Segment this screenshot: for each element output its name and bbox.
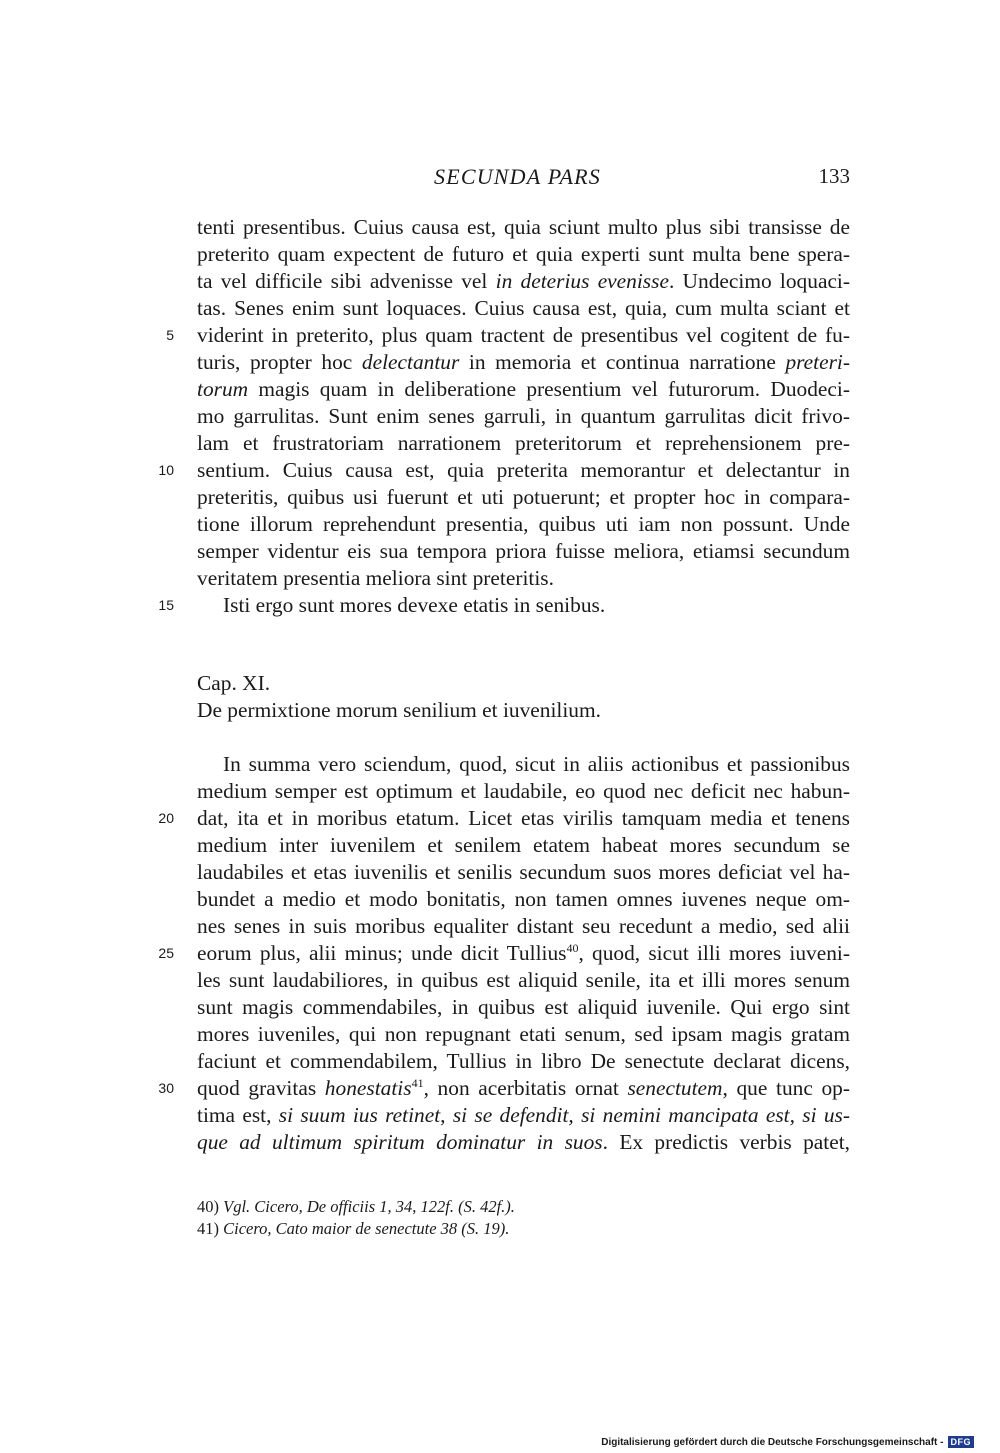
text-line: viderint in preterito, plus quam tractent de presentibus vel cogitent de fu- — [197, 323, 850, 347]
text-line: bundet a medio et modo bonitatis, non tamen omnes iuvenes neque om- — [197, 887, 850, 911]
text-line: tima est, si suum ius retinet, si se defendit, si nemini mancipata est, si us- — [197, 1103, 850, 1127]
credit-text: Digitalisierung gefördert durch die Deutsche Forschungsgemeinschaft - — [601, 1436, 944, 1448]
digitization-credit — [601, 1434, 974, 1450]
text-line: ta vel difficile sibi advenisse vel in deterius evenisse. Undecimo loquaci- — [197, 269, 850, 293]
text-line: preteritis, quibus usi fuerunt et uti potuerunt; et propter hoc in compara- — [197, 485, 850, 509]
chapter-number: Cap. XI. — [197, 671, 271, 695]
line-number: 15 — [158, 597, 174, 613]
footnote-41: 41) Cicero, Cato maior de senectute 38 (S. 19). — [197, 1219, 510, 1238]
footnote-ref[interactable]: 40 — [566, 941, 579, 955]
text-line: laudabiles et etas iuvenilis et senilis secundum suos mores deficiat vel ha- — [197, 860, 850, 884]
text-line: que ad ultimum spiritum dominatur in suos. Ex predictis verbis patet, — [197, 1130, 850, 1154]
text-line: sentium. Cuius causa est, quia preterita memorantur et delectantur in — [197, 458, 850, 482]
chapter-title: De permixtione morum senilium et iuvenilium. — [197, 698, 601, 722]
text-line: veritatem presentia meliora sint preteritis. — [197, 566, 554, 590]
text-line: tione illorum reprehendunt presentia, quibus uti iam non possunt. Unde — [197, 512, 850, 536]
line-number: 25 — [158, 945, 174, 961]
running-header: SECUNDA PARS — [434, 164, 601, 189]
footnote-40: 40) Vgl. Cicero, De officiis 1, 34, 122f. (S. 42f.). — [197, 1197, 515, 1216]
line-number: 30 — [158, 1080, 174, 1096]
text-line: tas. Senes enim sunt loquaces. Cuius causa est, quia, cum multa sciant et — [197, 296, 850, 320]
text-line: nes senes in suis moribus equaliter distant seu recedunt a medio, sed alii — [197, 914, 850, 938]
line-number: 20 — [158, 810, 174, 826]
text-line: medium semper est optimum et laudabile, eo quod nec deficit nec habun- — [197, 779, 850, 803]
text-line: mores iuveniles, qui non repugnant etati senum, sed ipsam magis gratam — [197, 1022, 850, 1046]
text-line: torum magis quam in deliberatione presentium vel futurorum. Duodeci- — [197, 377, 850, 401]
page-number: 133 — [818, 164, 850, 188]
text-line: medium inter iuvenilem et senilem etatem habeat mores secundum se — [197, 833, 850, 857]
text-line: Isti ergo sunt mores devexe etatis in senibus. — [223, 593, 606, 617]
dfg-logo-icon: DFG — [948, 1436, 975, 1448]
line-number: 5 — [166, 327, 174, 343]
footnote-ref[interactable]: 41 — [411, 1076, 424, 1090]
text-line: tenti presentibus. Cuius causa est, quia sciunt multo plus sibi transisse de — [197, 215, 850, 239]
text-line: lam et frustratoriam narrationem preteritorum et reprehensionem pre- — [197, 431, 850, 455]
text-line: les sunt laudabiliores, in quibus est aliquid senile, ita et illi mores senum — [197, 968, 850, 992]
text-line: preterito quam expectent de futuro et quia experti sunt multa bene spera- — [197, 242, 850, 266]
text-line: eorum plus, alii minus; unde dicit Tullius$^{40}$, quod, sicut illi mores iuveni- — [197, 941, 850, 965]
text-line: dat, ita et in moribus etatum. Licet etas virilis tamquam media et tenens — [197, 806, 850, 830]
text-line: turis, propter hoc delectantur in memoria et continua narratione preteri- — [197, 350, 850, 374]
text-line: semper videntur eis sua tempora priora fuisse meliora, etiamsi secundum — [197, 539, 850, 563]
text-line: mo garrulitas. Sunt enim senes garruli, in quantum garrulitas dicit frivo- — [197, 404, 850, 428]
line-number: 10 — [158, 462, 174, 478]
text-line: In summa vero sciendum, quod, sicut in aliis actionibus et passionibus — [223, 752, 850, 776]
text-line: quod gravitas honestatis$^{41}$, non acerbitatis ornat senectutem, que tunc op- — [197, 1076, 850, 1100]
text-line: sunt magis commendabiles, in quibus est aliquid iuvenile. Qui ergo sint — [197, 995, 850, 1019]
text-line: faciunt et commendabilem, Tullius in libro De senectute declarat dicens, — [197, 1049, 850, 1073]
